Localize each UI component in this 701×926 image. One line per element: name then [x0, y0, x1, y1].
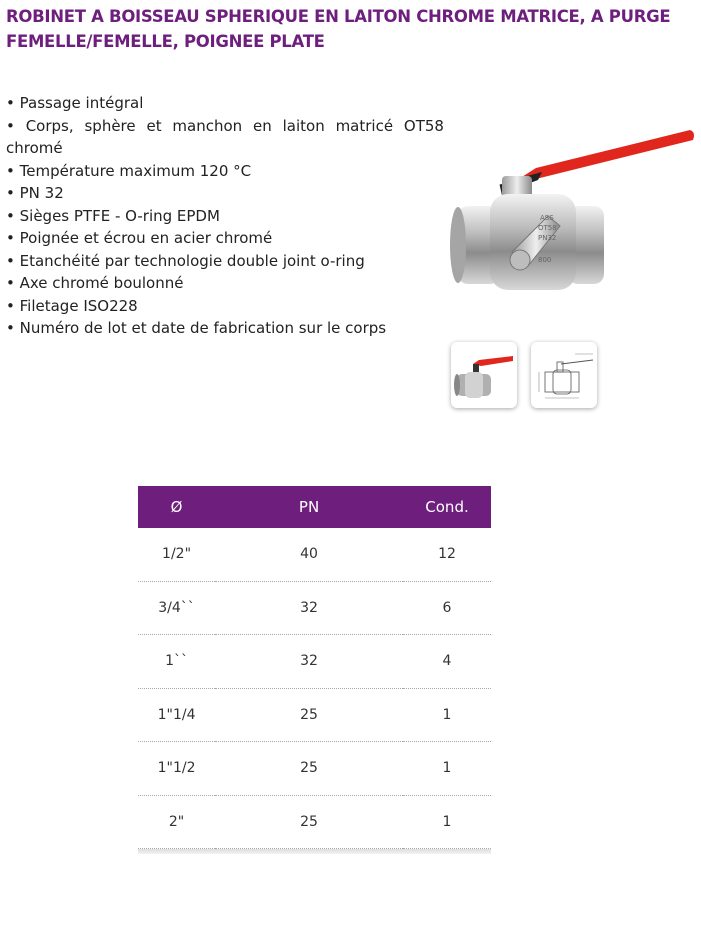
table-row: [138, 635, 491, 689]
body-marking: 800: [538, 256, 552, 264]
table-row: [138, 795, 491, 849]
feature-item: • Passage intégral: [6, 92, 444, 115]
cell-pn: 32: [215, 635, 403, 689]
cell-cond: 4: [403, 635, 491, 689]
cell-pn: 40: [215, 528, 403, 581]
ball-valve-illustration: [440, 120, 698, 300]
cell-pn: 32: [215, 581, 403, 635]
feature-item: • PN 32: [6, 182, 444, 205]
specs-table: [138, 486, 491, 849]
table-row: [138, 528, 491, 581]
body-marking: ASS: [540, 214, 554, 222]
feature-item: • Etanchéité par technologie double joint o-ring: [6, 250, 444, 273]
body-marking: PN32: [538, 234, 557, 242]
cell-pn: 25: [215, 688, 403, 742]
thumbnail-drawing[interactable]: [531, 342, 597, 408]
cell-diameter: 1/2": [138, 528, 215, 581]
feature-item: • Numéro de lot et date de fabrication sur le corps: [6, 317, 444, 340]
cell-cond: 1: [403, 742, 491, 796]
feature-item: • Filetage ISO228: [6, 295, 444, 318]
cell-diameter: 3/4``: [138, 581, 215, 635]
cell-diameter: 1``: [138, 635, 215, 689]
body-marking: OT58: [538, 224, 557, 232]
specs-table-container: [138, 486, 491, 854]
cell-diameter: 1"1/2: [138, 742, 215, 796]
red-handle: [514, 130, 694, 182]
cell-cond: 1: [403, 795, 491, 849]
table-row: [138, 688, 491, 742]
product-title: ROBINET A BOISSEAU SPHERIQUE EN LAITON CHROME MATRICE, A PURGE FEMELLE/FEMELLE, POIGNEE PLATE: [6, 7, 671, 51]
table-bottom-bar: [138, 849, 491, 854]
product-image[interactable]: [440, 120, 698, 300]
table-row: [138, 742, 491, 796]
table-row: [138, 581, 491, 635]
feature-item: • Température maximum 120 °C: [6, 160, 444, 183]
cell-pn: 25: [215, 742, 403, 796]
table-header-row: [138, 486, 491, 528]
cell-diameter: 2": [138, 795, 215, 849]
valve-thumbnail-icon: [451, 342, 517, 408]
feature-item: • Axe chromé boulonné: [6, 272, 444, 295]
feature-item: • Poignée et écrou en acier chromé: [6, 227, 444, 250]
technical-drawing-icon: [531, 342, 597, 408]
column-header-cond: Cond.: [425, 498, 469, 516]
feature-item: • Sièges PTFE - O-ring EPDM: [6, 205, 444, 228]
feature-list: [6, 92, 444, 340]
cell-pn: 25: [215, 795, 403, 849]
cell-diameter: 1"1/4: [138, 688, 215, 742]
feature-item: • Corps, sphère et manchon en laiton matricé OT58 chromé: [6, 115, 444, 160]
cell-cond: 6: [403, 581, 491, 635]
cell-cond: 1: [403, 688, 491, 742]
cell-cond: 12: [403, 528, 491, 581]
thumbnail-photo[interactable]: [451, 342, 517, 408]
column-header-pn: PN: [298, 498, 320, 516]
column-header-diameter: Ø: [170, 498, 183, 516]
